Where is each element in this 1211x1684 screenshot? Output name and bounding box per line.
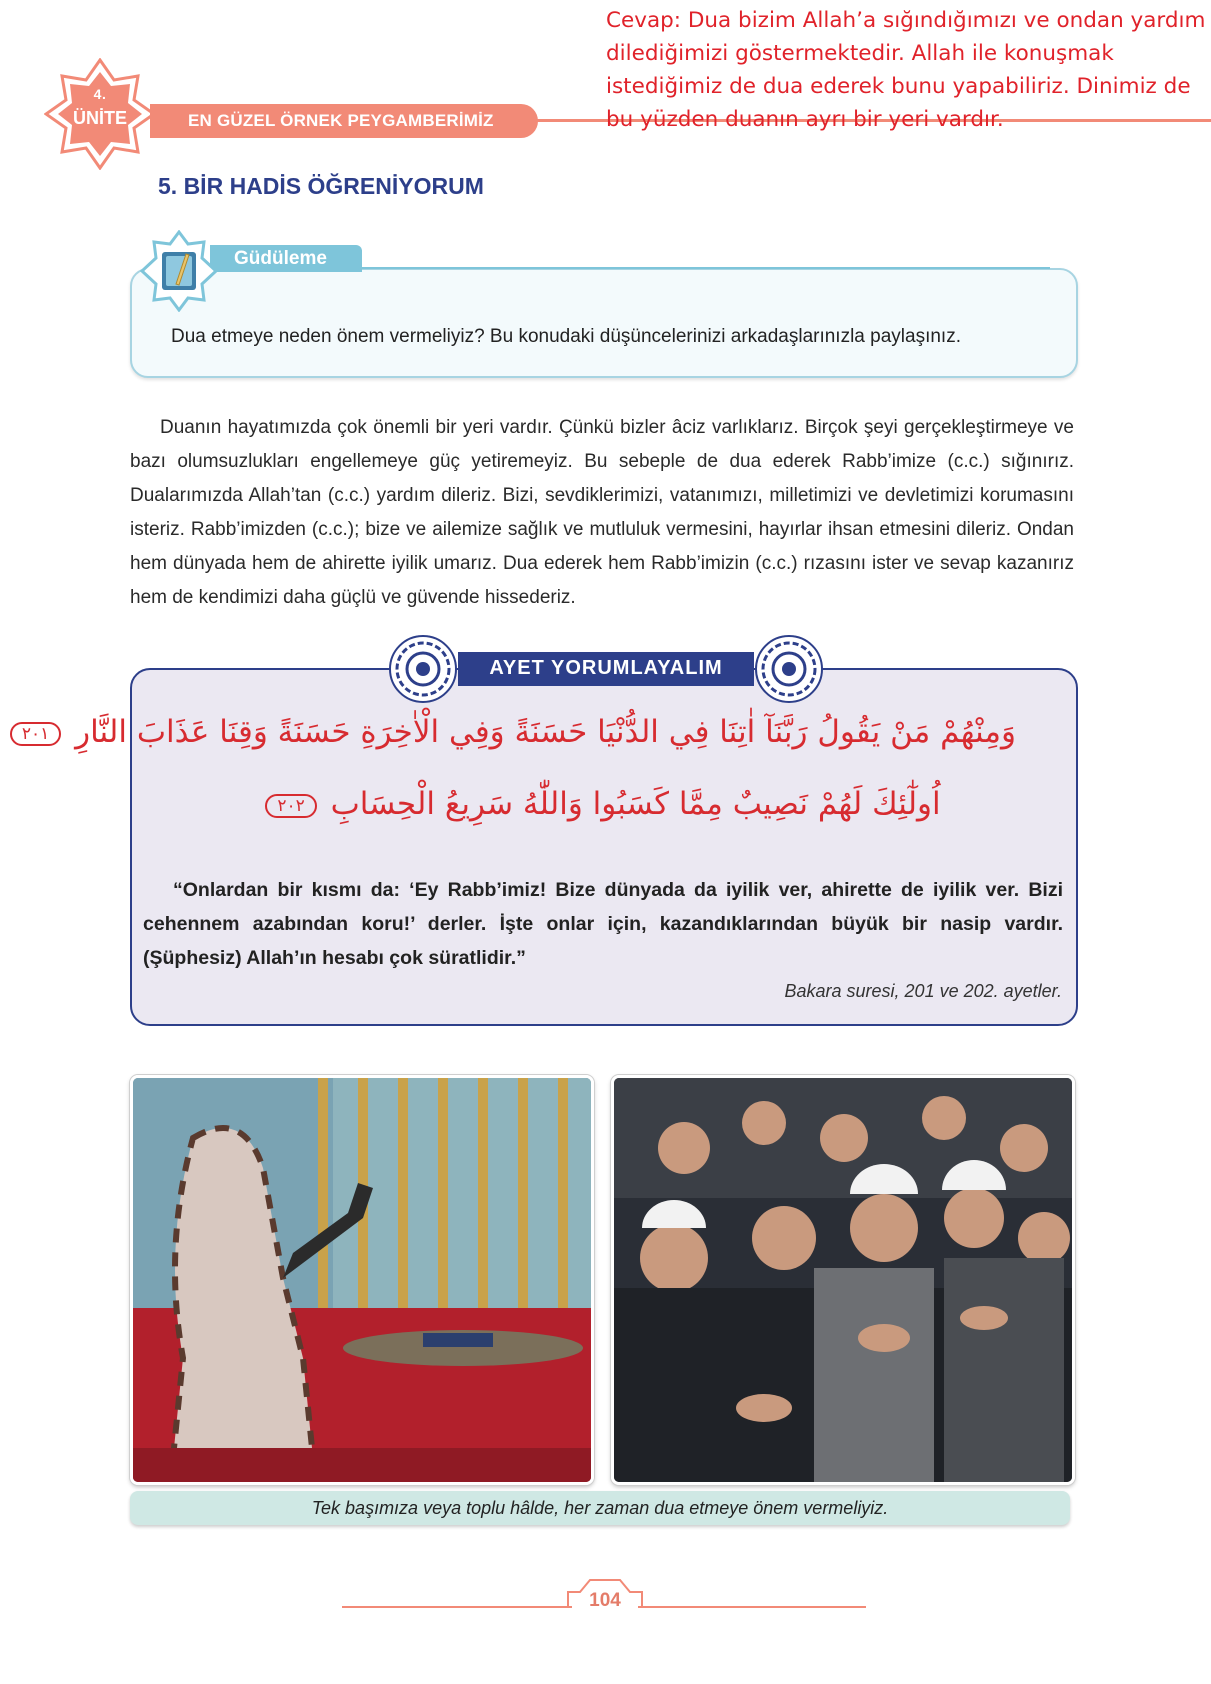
motivation-box (130, 268, 1078, 378)
arabic-text: وَمِنْهُمْ مَنْ يَقُولُ رَبَّنَآ اٰتِنَا فِي الدُّنْيَا حَسَنَةً وَفِي الْاٰخِرَةِ حَسَنَةً وَقِنَا عَذَابَ النَّارِ (75, 714, 1016, 750)
unit-title: EN GÜZEL ÖRNEK PEYGAMBERİMİZ (188, 111, 494, 130)
arabic-text: اُولٰٓئِكَ لَهُمْ نَصِيبٌ مِمَّا كَسَبُوا وَاللّٰهُ سَرِيعُ الْحِسَابِ (330, 786, 941, 822)
footer-rule-left (342, 1606, 572, 1608)
answer-note: Cevap: Dua bizim Allah’a sığındığımızı ve ondan yardım dilediğimizi göstermektedir. Allah ile konuşmak istediğimiz de dua ederek bunu yapabiliriz. Dinimiz de bu yüzden duanın ayrı bir yeri vardır. (606, 8, 1206, 132)
arabic-verse-201 (21, 714, 1016, 750)
ayet-title: AYET YORUMLAYALIM (489, 657, 723, 679)
page-number: 104 (589, 1590, 621, 1611)
section-title: 5. BİR HADİS ÖĞRENİYORUM (158, 173, 484, 199)
body-paragraph: Duanın hayatımızda çok önemli bir yeri vardır. Çünkü bizler âciz varlıklarız. Birçok şeyi gerçekleştirmeye ve bazı olumsuzlukları engellemeye güç yetiremeyiz. Bu sebeple de dua ederek Rabb’imize (c.c.) sığınırız. Dualarımızda Allah’tan (c.c.) yardım dileriz. Bizi, sevdiklerimizi, vatanımızı, milletimizi ve devletimizi korumasını isteriz. Rabb’imizden (c.c.); bize ve ailemize sağlık ve mutluluk vermesini, hayırlar ihsan etmesini dileriz. Ondan hem dünyada hem de ahirette iyilik umarız. Dua ederek hem Rabb’imizin (c.c.) rızasını ister ve sevap kazanırız hem de kendimizi daha güçlü ve güvende hissederiz. (130, 417, 1074, 608)
rosette-ornament-icon (754, 634, 824, 704)
rosette-ornament-icon (388, 634, 458, 704)
motivation-title: Güdüleme (234, 248, 327, 269)
congregation-illustration (614, 1078, 1072, 1482)
unit-number: 4. (93, 86, 107, 102)
book-pen-icon (138, 230, 220, 312)
woman-praying-photo (130, 1075, 594, 1485)
verse-translation: “Onlardan bir kısmı da: ‘Ey Rabb’imiz! Bize dünyada da iyilik ver, ahirette de iyilik ver. Bizi cehennem azabından koru!’ derler. İşte onlar için, kazandıklarından büyük bir nasip vardır. (Şüphesiz) Allah’ın hesabı çok süratlidir.” (143, 879, 1063, 969)
motivation-tab-rule (360, 267, 1050, 269)
congregation-praying-photo (611, 1075, 1075, 1485)
verse-source: Bakara suresi, 201 ve 202. ayetler. (784, 981, 1062, 1001)
verse-number-201: ٢٠١ (10, 722, 61, 746)
unit-label: ÜNİTE (73, 108, 127, 128)
motivation-question: Dua etmeye neden önem vermeliyiz? Bu konudaki düşüncelerinizi arkadaşlarınızla paylaşınız. (171, 326, 961, 347)
footer-rule-right (638, 1606, 866, 1608)
verse-number-202: ٢٠٢ (265, 794, 316, 818)
mosque-interior-illustration (133, 1078, 591, 1482)
photo-caption: Tek başımıza veya toplu hâlde, her zaman dua etmeye önem vermeliyiz. (311, 1498, 889, 1518)
arabic-verse-202 (186, 786, 1016, 822)
